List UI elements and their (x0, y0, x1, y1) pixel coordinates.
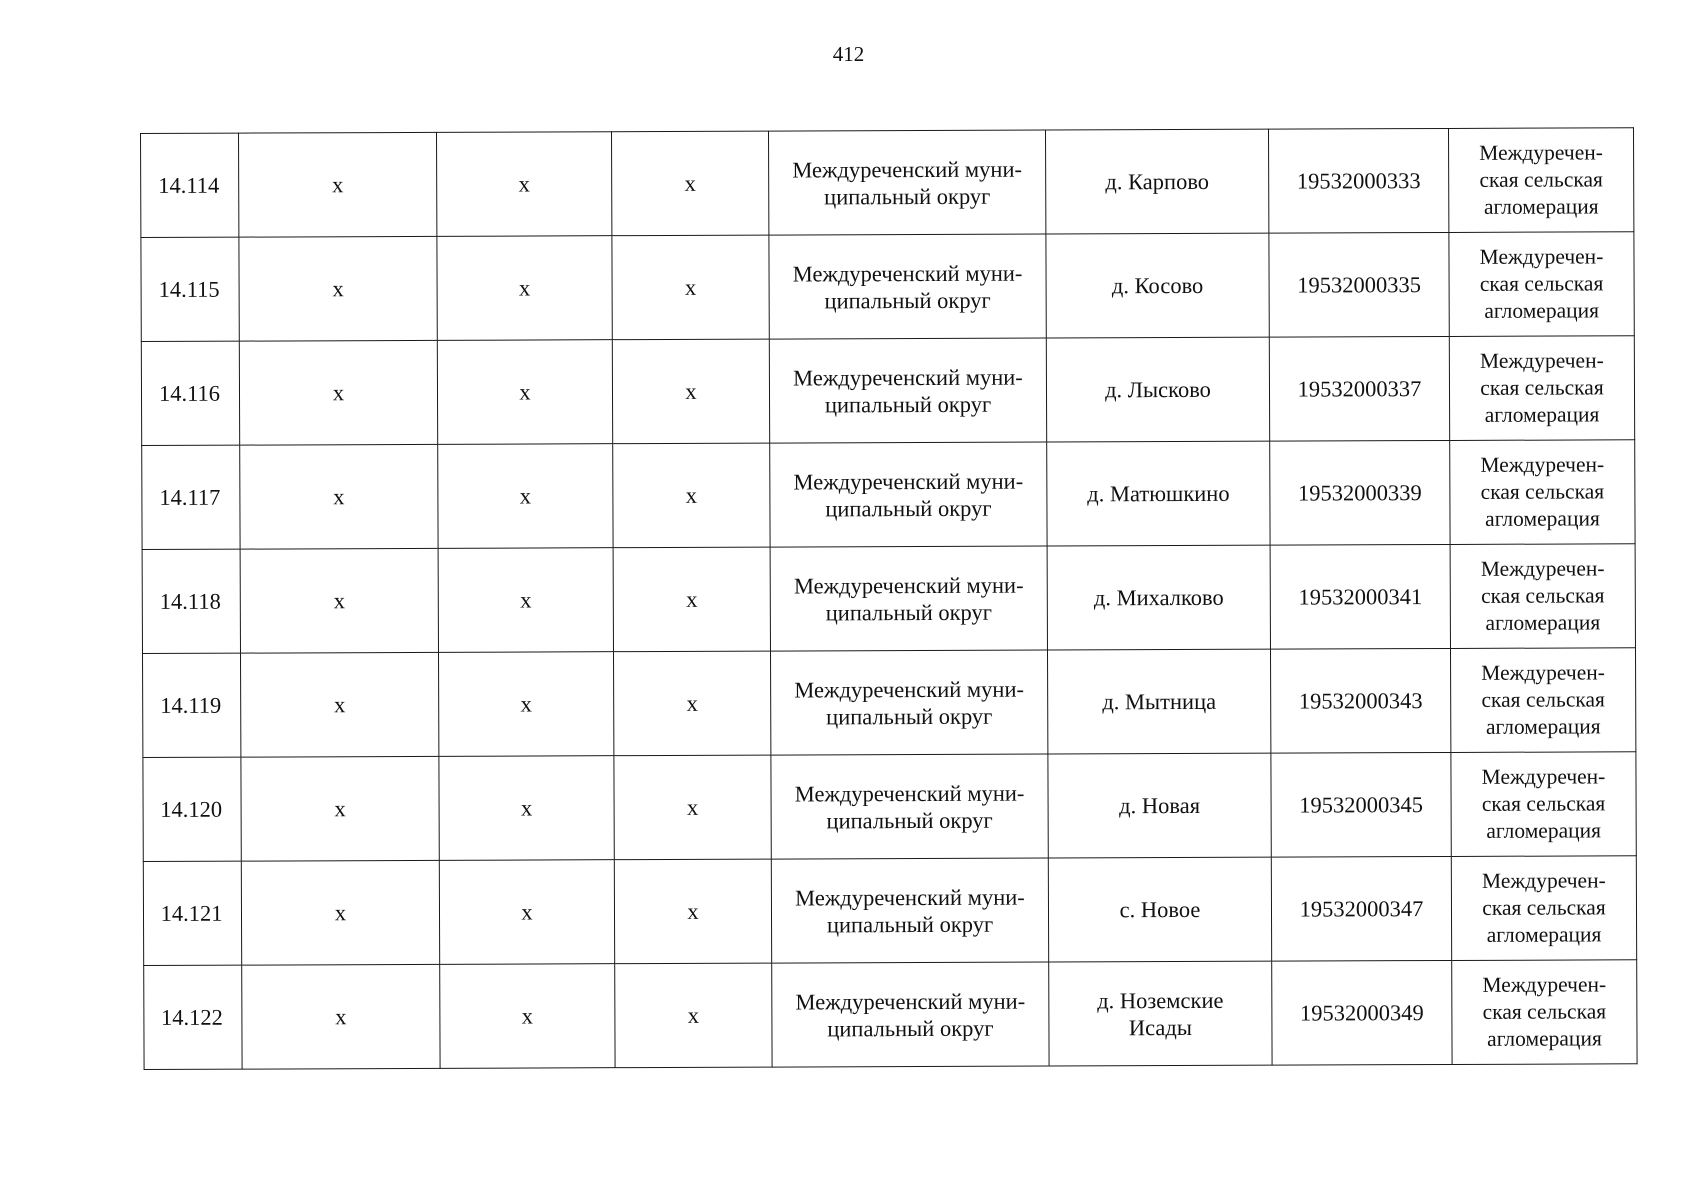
table-row (143, 752, 1636, 862)
col-x3-cell (615, 963, 772, 1068)
municipality-name: Междуреченский муни- ципальный округ (793, 572, 1024, 625)
col-x3-cell (612, 235, 769, 340)
x-mark: х (518, 171, 530, 197)
agglomeration-cell (1451, 856, 1636, 961)
settlement-name: д. Мытница (1102, 688, 1217, 715)
x-mark: х (333, 588, 345, 614)
row-number-cell (142, 653, 240, 757)
oktmo-code-cell (1272, 960, 1452, 1065)
agglomeration-cell (1452, 960, 1637, 1065)
municipality-name: Междуреченский муни- ципальный округ (795, 988, 1026, 1041)
row-number-cell (142, 445, 240, 549)
row-number: 14.114 (158, 172, 220, 198)
row-number: 14.120 (160, 796, 223, 822)
x-mark: х (686, 586, 698, 612)
col-x3-cell (611, 131, 768, 236)
municipality-name: Междуреченский муни- ципальный округ (794, 780, 1025, 833)
municipality-name: Междуреченский муни- ципальный округ (793, 468, 1024, 521)
x-mark: х (333, 484, 345, 510)
col-x1-cell (240, 444, 438, 549)
x-mark: х (332, 172, 344, 198)
oktmo-code-cell (1270, 440, 1450, 545)
col-x3-cell (613, 547, 770, 652)
municipality-cell (770, 650, 1047, 755)
municipality-cell (769, 234, 1046, 339)
municipality-cell (772, 962, 1049, 1067)
municipality-name: Междуреченский муни- ципальный округ (792, 260, 1023, 313)
settlement-cell (1047, 545, 1270, 650)
settlement-cell (1048, 857, 1271, 962)
agglomeration-cell (1448, 128, 1633, 233)
col-x2-cell (440, 964, 615, 1069)
oktmo-code-cell (1269, 336, 1449, 441)
col-x2-cell (439, 756, 614, 861)
settlement-name: д. Лысково (1105, 376, 1211, 403)
col-x1-cell (239, 132, 437, 237)
agglomeration-name: Междуречен- ская сельская агломерация (1481, 660, 1605, 739)
x-mark: х (520, 587, 532, 613)
row-number-cell (143, 757, 241, 861)
agglomeration-cell (1449, 232, 1634, 337)
row-number-cell (144, 965, 242, 1069)
settlement-cell (1048, 753, 1271, 858)
settlement-name: д. Матюшкино (1087, 480, 1230, 507)
oktmo-code: 19532000347 (1299, 896, 1424, 922)
col-x2-cell (439, 860, 614, 965)
agglomeration-name: Междуречен- ская сельская агломерация (1482, 972, 1607, 1051)
settlement-cell (1046, 233, 1269, 338)
municipality-cell (770, 442, 1047, 547)
col-x1-cell (239, 236, 437, 341)
table-row (142, 544, 1635, 654)
agglomeration-name: Междуречен- ская сельская агломерация (1479, 140, 1603, 219)
oktmo-code-cell (1271, 752, 1451, 857)
table-row (141, 336, 1634, 446)
x-mark: х (334, 796, 346, 822)
x-mark: х (332, 276, 344, 302)
agglomeration-name: Междуречен- ская сельская агломерация (1481, 868, 1606, 947)
col-x3-cell (614, 755, 771, 860)
table-row (141, 232, 1634, 342)
row-number-cell (142, 549, 240, 653)
municipality-cell (771, 754, 1048, 859)
col-x2-cell (437, 340, 612, 445)
x-mark: х (521, 1003, 534, 1029)
municipality-name: Междуреченский муни- ципальный округ (793, 364, 1023, 417)
municipality-name: Междуреченский муни- ципальный округ (795, 884, 1025, 937)
oktmo-code-cell (1270, 544, 1450, 649)
agglomeration-name: Междуречен- ская сельская агломерация (1480, 452, 1605, 531)
agglomeration-cell (1451, 752, 1636, 857)
settlement-name: д. Новая (1119, 792, 1201, 819)
row-number: 14.121 (160, 900, 223, 926)
x-mark: х (519, 379, 531, 405)
settlement-name: д. Карпово (1105, 168, 1210, 195)
table-row (142, 440, 1635, 550)
row-number-cell (141, 133, 239, 237)
agglomeration-name: Междуречен- ская сельская агломерация (1479, 348, 1604, 427)
settlement-name: д. Косово (1111, 272, 1204, 299)
row-number: 14.115 (158, 276, 220, 302)
oktmo-code: 19532000349 (1299, 1000, 1424, 1026)
x-mark: х (687, 898, 699, 924)
row-number: 14.122 (160, 1004, 223, 1030)
agglomeration-cell (1450, 648, 1635, 753)
x-mark: х (520, 691, 532, 717)
agglomeration-cell (1449, 336, 1634, 441)
settlement-cell (1046, 337, 1269, 442)
settlement-cell (1047, 441, 1270, 546)
municipality-cell (769, 338, 1046, 443)
oktmo-code: 19532000333 (1296, 168, 1421, 194)
municipality-name: Междуреченский муни- ципальный округ (792, 156, 1023, 209)
table-row (142, 648, 1635, 758)
agglomeration-name: Междуречен- ская сельская агломерация (1479, 244, 1604, 323)
table-row (143, 856, 1636, 966)
row-number-cell (141, 341, 239, 445)
x-mark: х (686, 690, 698, 716)
table-body (141, 128, 1638, 1070)
x-mark: х (521, 899, 533, 925)
municipality-cell (771, 858, 1048, 963)
row-number: 14.116 (158, 380, 221, 406)
x-mark: х (518, 275, 531, 301)
page-number: 412 (832, 42, 865, 66)
municipality-cell (770, 546, 1047, 651)
col-x1-cell (242, 964, 440, 1069)
col-x2-cell (438, 652, 613, 757)
x-mark: х (685, 482, 698, 508)
col-x1-cell (240, 548, 438, 653)
settlement-name: д. Ноземские Исады (1097, 987, 1224, 1040)
x-mark: х (686, 794, 699, 820)
settlement-cell (1049, 961, 1272, 1066)
col-x1-cell (241, 756, 439, 861)
x-mark: х (332, 380, 345, 406)
agglomeration-cell (1450, 440, 1635, 545)
col-x2-cell (438, 548, 613, 653)
x-mark: х (684, 170, 696, 196)
table-row (144, 960, 1637, 1070)
oktmo-code-cell (1268, 128, 1448, 233)
x-mark: х (519, 483, 532, 509)
oktmo-code-cell (1269, 232, 1449, 337)
col-x1-cell (239, 340, 437, 445)
table-row (141, 128, 1634, 238)
municipality-name: Междуреченский муни- ципальный округ (794, 676, 1025, 729)
col-x3-cell (612, 339, 769, 444)
row-number: 14.118 (159, 588, 221, 614)
settlement-cell (1047, 649, 1270, 754)
x-mark: х (684, 274, 697, 300)
row-number: 14.119 (160, 692, 222, 718)
settlements-table (140, 127, 1638, 1070)
col-x3-cell (614, 859, 771, 964)
col-x3-cell (613, 443, 770, 548)
agglomeration-name: Междуречен- ская сельская агломерация (1481, 764, 1606, 843)
col-x2-cell (436, 132, 611, 237)
x-mark: х (335, 1004, 347, 1030)
x-mark: х (334, 900, 347, 926)
col-x1-cell (240, 652, 438, 757)
settlement-cell (1045, 129, 1268, 234)
settlement-name: с. Новое (1119, 896, 1201, 923)
oktmo-code: 19532000339 (1297, 480, 1422, 506)
oktmo-code-cell (1271, 856, 1451, 961)
oktmo-code: 19532000345 (1299, 792, 1424, 818)
oktmo-code: 19532000343 (1298, 688, 1423, 714)
oktmo-code: 19532000335 (1297, 272, 1422, 298)
col-x3-cell (613, 651, 770, 756)
agglomeration-cell (1450, 544, 1635, 649)
x-mark: х (520, 795, 533, 821)
x-mark: х (334, 692, 346, 718)
col-x2-cell (438, 444, 613, 549)
oktmo-code-cell (1270, 648, 1450, 753)
x-mark: х (687, 1002, 700, 1028)
x-mark: х (685, 378, 697, 404)
agglomeration-name: Междуречен- ская сельская агломерация (1480, 556, 1605, 635)
row-number: 14.117 (159, 484, 221, 510)
row-number-cell (143, 861, 241, 965)
row-number-cell (141, 237, 239, 341)
settlement-name: д. Михалково (1093, 584, 1224, 611)
oktmo-code: 19532000337 (1297, 376, 1422, 402)
municipality-cell (768, 130, 1045, 235)
oktmo-code: 19532000341 (1298, 584, 1423, 610)
col-x1-cell (241, 860, 439, 965)
col-x2-cell (437, 236, 612, 341)
